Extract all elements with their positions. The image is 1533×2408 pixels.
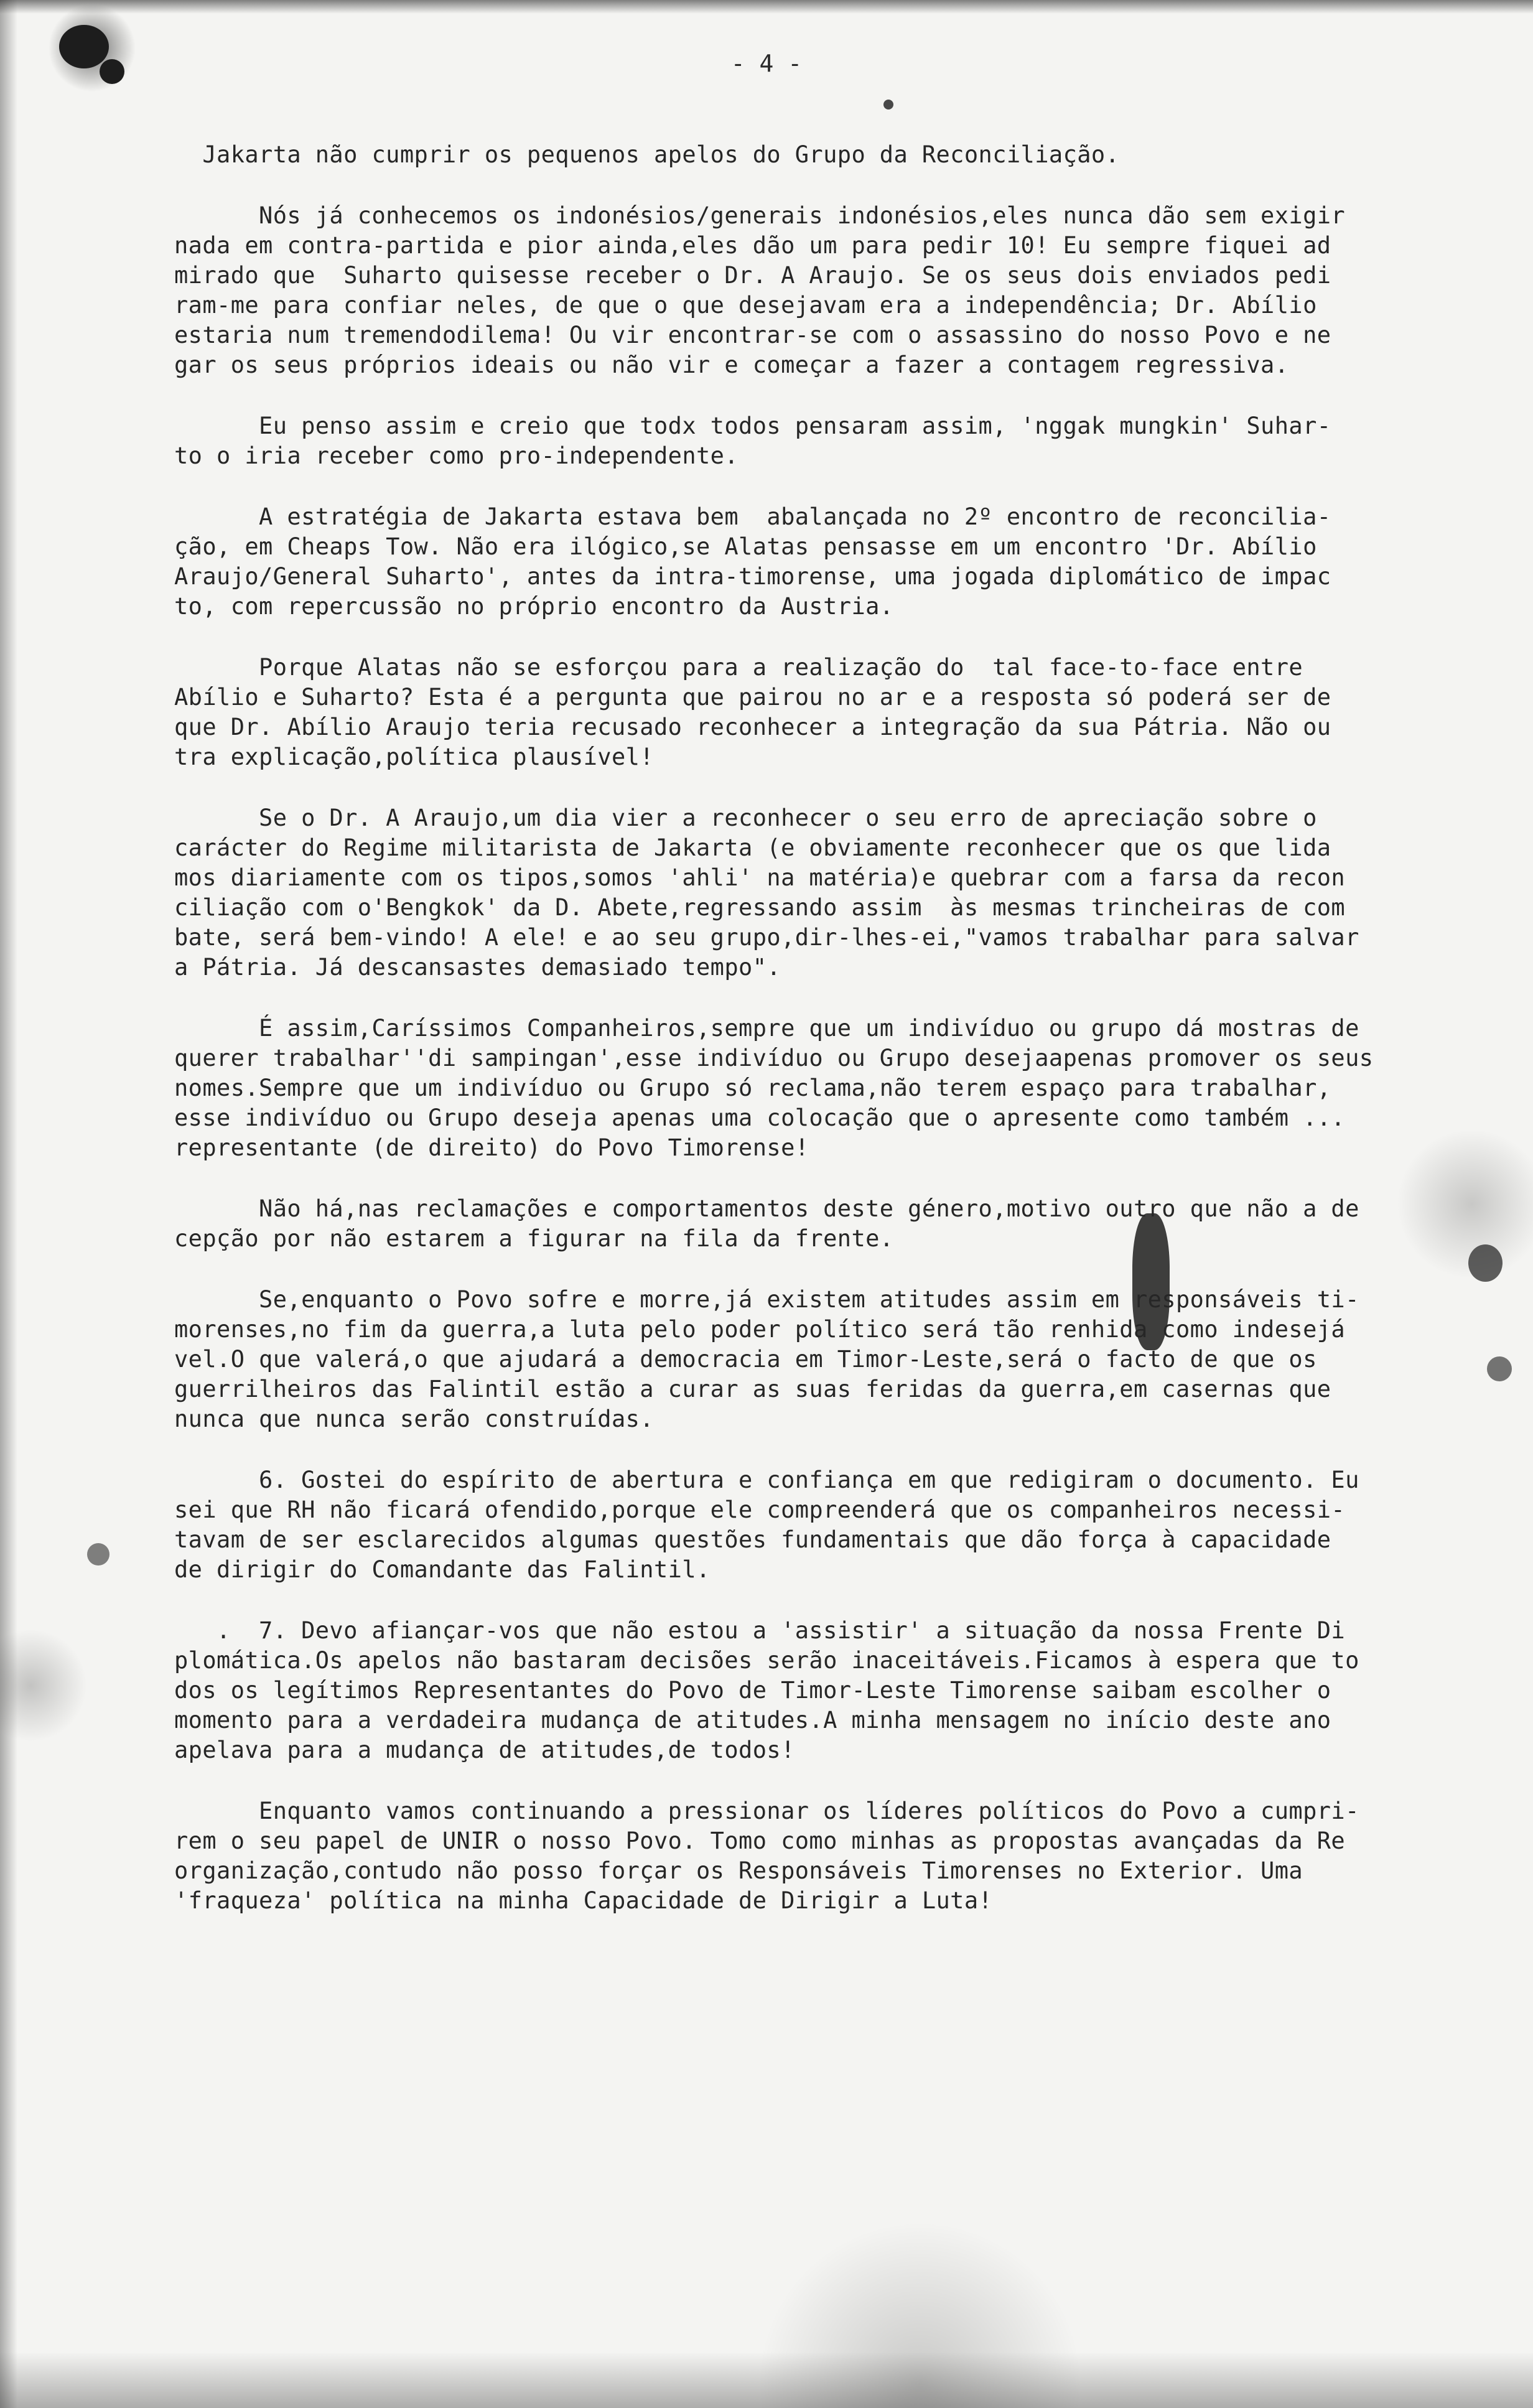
text-line: . 7. Devo afiançar-vos que não estou a 'assistir' a situação da nossa Frente Di: [174, 1617, 1346, 1644]
paragraph: [174, 1194, 1475, 1254]
ink-blot: [1487, 1356, 1512, 1381]
text-line: Araujo/General Suharto', antes da intra-timorense, uma jogada diplomático de impac: [174, 563, 1331, 590]
text-line: Eu penso assim e creio que todx todos pensaram assim, 'nggak mungkin' Suhar-: [174, 413, 1331, 439]
paragraph: [174, 1465, 1475, 1585]
paragraph: [174, 502, 1475, 622]
text-line: tra explicação,política plausível!: [174, 744, 654, 770]
text-line: dos os legítimos Representantes do Povo de Timor-Leste Timorense saibam escolher o: [174, 1677, 1331, 1704]
text-line: Nós já conhecemos os indonésios/generais indonésios,eles nunca dão sem exigir: [174, 202, 1346, 229]
text-line: estaria num tremendodilema! Ou vir encontrar-se com o assassino do nosso Povo e ne: [174, 322, 1331, 348]
text-line: carácter do Regime militarista de Jakarta (e obviamente reconhecer que os que lida: [174, 834, 1331, 861]
paragraph: [174, 411, 1475, 471]
paragraph: [174, 201, 1475, 380]
text-line: apelava para a mudança de atitudes,de todos!: [174, 1737, 795, 1763]
text-line: to o iria receber como pro-independente.: [174, 442, 739, 469]
text-line: cepção por não estarem a figurar na fila da frente.: [174, 1225, 894, 1252]
text-line: ram-me para confiar neles, de que o que desejavam era a independência; Dr. Abílio: [174, 292, 1317, 319]
text-line: mirado que Suharto quisesse receber o Dr. A Araujo. Se os seus dois enviados pedi: [174, 262, 1331, 289]
document-body: [174, 140, 1475, 1916]
text-line: plomática.Os apelos não bastaram decisões serão inaceitáveis.Ficamos à espera que to: [174, 1647, 1359, 1674]
text-line: representante (de direito) do Povo Timorense!: [174, 1134, 809, 1161]
paragraph: [174, 803, 1475, 982]
text-line: que Dr. Abílio Araujo teria recusado reconhecer a integração da sua Pátria. Não ou: [174, 714, 1331, 740]
text-line: organização,contudo não posso forçar os Responsáveis Timorenses no Exterior. Uma: [174, 1857, 1303, 1884]
text-line: sei que RH não ficará ofendido,porque ele compreenderá que os companheiros necessi-: [174, 1496, 1346, 1523]
text-line: a Pátria. Já descansastes demasiado tempo".: [174, 954, 781, 981]
text-line: Se o Dr. A Araujo,um dia vier a reconhecer o seu erro de apreciação sobre o: [174, 805, 1317, 831]
text-line: ção, em Cheaps Tow. Não era ilógico,se Alatas pensasse em um encontro 'Dr. Abílio: [174, 533, 1317, 560]
paragraph: [174, 1285, 1475, 1434]
text-line: morenses,no fim da guerra,a luta pelo poder político será tão renhida como indesejá: [174, 1316, 1346, 1343]
text-line: mos diariamente com os tipos,somos 'ahli' na matéria)e quebrar com a farsa da recon: [174, 864, 1346, 891]
text-line: Jakarta não cumprir os pequenos apelos do Grupo da Reconciliação.: [174, 141, 1120, 168]
text-line: rem o seu papel de UNIR o nosso Povo. Tomo como minhas as propostas avançadas da Re: [174, 1827, 1346, 1854]
paragraph: [174, 653, 1475, 772]
text-line: É assim,Caríssimos Companheiros,sempre que um indivíduo ou grupo dá mostras de: [174, 1015, 1359, 1042]
paragraph: [174, 1616, 1475, 1765]
text-line: esse indivíduo ou Grupo deseja apenas uma colocação que o apresente como também ...: [174, 1104, 1346, 1131]
text-line: tavam de ser esclarecidos algumas questões fundamentais que dão força à capacidade: [174, 1526, 1331, 1553]
text-line: Se,enquanto o Povo sofre e morre,já existem atitudes assim em responsáveis ti-: [174, 1286, 1359, 1313]
scan-left-shadow: [0, 0, 17, 2408]
page-number: - 4 -: [730, 50, 803, 77]
text-line: gar os seus próprios ideais ou não vir e começar a fazer a contagem regressiva.: [174, 352, 1289, 378]
text-line: guerrilheiros das Falintil estão a curar as suas feridas da guerra,em casernas que: [174, 1376, 1331, 1402]
text-line: Abílio e Suharto? Esta é a pergunta que pairou no ar e a resposta só poderá ser de: [174, 684, 1331, 711]
text-line: nomes.Sempre que um indivíduo ou Grupo só reclama,não terem espaço para trabalhar,: [174, 1075, 1331, 1101]
ink-blot: [883, 100, 893, 110]
scan-top-shadow: [0, 0, 1533, 14]
text-line: 6. Gostei do espírito de abertura e confiança em que redigiram o documento. Eu: [174, 1467, 1359, 1493]
text-line: de dirigir do Comandante das Falintil.: [174, 1556, 711, 1583]
text-line: nunca que nunca serão construídas.: [174, 1406, 654, 1432]
text-line: A estratégia de Jakarta estava bem abalançada no 2º encontro de reconcilia-: [174, 503, 1331, 530]
text-line: Não há,nas reclamações e comportamentos deste género,motivo outro que não a de: [174, 1195, 1359, 1222]
text-line: 'fraqueza' política na minha Capacidade de Dirigir a Luta!: [174, 1887, 993, 1914]
scan-bottom-shadow: [0, 2352, 1533, 2408]
text-line: momento para a verdadeira mudança de atitudes.A minha mensagem no início deste ano: [174, 1707, 1331, 1734]
ink-blot: [87, 1543, 110, 1566]
text-line: querer trabalhar''di sampingan',esse indivíduo ou Grupo desejaapenas promover os seus: [174, 1045, 1374, 1071]
paragraph: [174, 140, 1475, 170]
paragraph: [174, 1796, 1475, 1916]
text-line: vel.O que valerá,o que ajudará a democracia em Timor-Leste,será o facto de que os: [174, 1346, 1317, 1373]
paragraph: [174, 1014, 1475, 1163]
text-line: to, com repercussão no próprio encontro da Austria.: [174, 593, 894, 620]
text-line: bate, será bem-vindo! A ele! e ao seu grupo,dir-lhes-ei,"vamos trabalhar para salvar: [174, 924, 1359, 951]
text-line: ciliação com o'Bengkok' da D. Abete,regressando assim às mesmas trincheiras de com: [174, 894, 1346, 921]
text-line: nada em contra-partida e pior ainda,eles dão um para pedir 10! Eu sempre fiquei ad: [174, 232, 1331, 259]
text-line: Porque Alatas não se esforçou para a realização do tal face-to-face entre: [174, 654, 1303, 681]
text-line: Enquanto vamos continuando a pressionar os líderes políticos do Povo a cumpri-: [174, 1798, 1359, 1824]
